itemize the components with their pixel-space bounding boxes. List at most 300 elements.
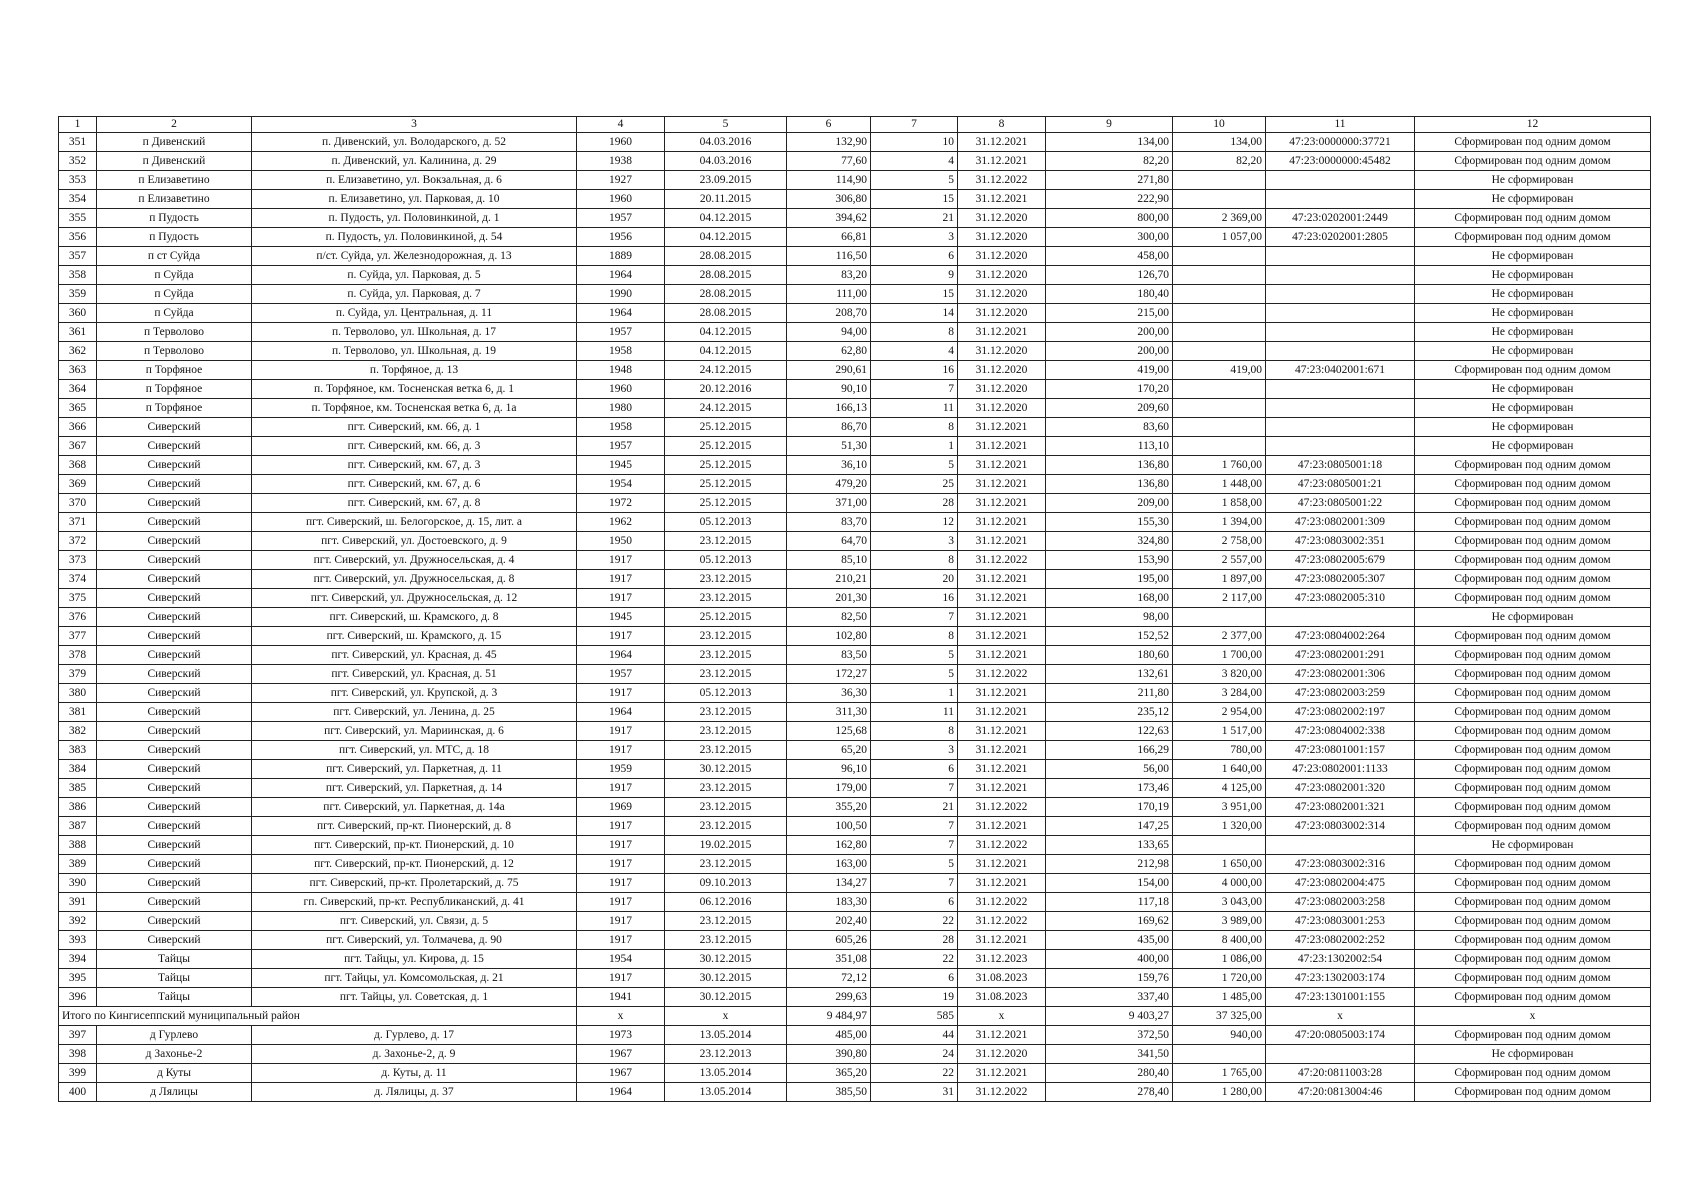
address-cell: п. Дивенский, ул. Калинина, д. 29 bbox=[252, 152, 577, 171]
area-cell: 163,00 bbox=[787, 855, 871, 874]
address-cell: пгт. Сиверский, пр-кт. Пролетарский, д. 75 bbox=[252, 874, 577, 893]
settlement-cell: Сиверский bbox=[97, 836, 252, 855]
column-number: 3 bbox=[252, 117, 577, 133]
row-number-cell: 363 bbox=[59, 361, 97, 380]
cadastral-number-cell: 47:23:0802005:679 bbox=[1266, 551, 1415, 570]
date-cell: 23.12.2015 bbox=[665, 627, 787, 646]
residents-count-cell: 11 bbox=[871, 399, 958, 418]
table-row bbox=[59, 703, 1651, 722]
year-built-cell: 1917 bbox=[577, 817, 665, 836]
date-cell: 24.12.2015 bbox=[665, 399, 787, 418]
total-cell: х bbox=[665, 1007, 787, 1026]
year-built-cell: 1957 bbox=[577, 665, 665, 684]
area-value-cell: 212,98 bbox=[1046, 855, 1173, 874]
land-status-cell: Не сформирован bbox=[1415, 399, 1651, 418]
area-cell: 179,00 bbox=[787, 779, 871, 798]
row-number-cell: 390 bbox=[59, 874, 97, 893]
residents-count-cell: 12 bbox=[871, 513, 958, 532]
area-cell: 100,50 bbox=[787, 817, 871, 836]
date-cell: 09.10.2013 bbox=[665, 874, 787, 893]
land-status-cell: Сформирован под одним домом bbox=[1415, 152, 1651, 171]
deadline-date-cell: 31.12.2021 bbox=[958, 570, 1046, 589]
date-cell: 05.12.2013 bbox=[665, 684, 787, 703]
deadline-date-cell: 31.12.2022 bbox=[958, 893, 1046, 912]
area-value-cell: 222,90 bbox=[1046, 190, 1173, 209]
address-cell: пгт. Сиверский, ул. Ленина, д. 25 bbox=[252, 703, 577, 722]
address-cell: пгт. Сиверский, км. 67, д. 8 bbox=[252, 494, 577, 513]
residents-count-cell: 8 bbox=[871, 551, 958, 570]
year-built-cell: 1945 bbox=[577, 456, 665, 475]
land-status-cell: Не сформирован bbox=[1415, 247, 1651, 266]
area-cell: 62,80 bbox=[787, 342, 871, 361]
area-value-cell: 458,00 bbox=[1046, 247, 1173, 266]
row-number-cell: 379 bbox=[59, 665, 97, 684]
settlement-cell: Сиверский bbox=[97, 418, 252, 437]
area-value-cell: 117,18 bbox=[1046, 893, 1173, 912]
column-number-row bbox=[59, 117, 1651, 133]
land-area-cell bbox=[1173, 323, 1266, 342]
table-row bbox=[59, 513, 1651, 532]
year-built-cell: 1967 bbox=[577, 1064, 665, 1083]
land-area-cell bbox=[1173, 190, 1266, 209]
row-number-cell: 361 bbox=[59, 323, 97, 342]
row-number-cell: 364 bbox=[59, 380, 97, 399]
residents-count-cell: 7 bbox=[871, 608, 958, 627]
area-cell: 90,10 bbox=[787, 380, 871, 399]
row-number-cell: 367 bbox=[59, 437, 97, 456]
row-number-cell: 353 bbox=[59, 171, 97, 190]
area-cell: 96,10 bbox=[787, 760, 871, 779]
cadastral-number-cell: 47:23:1302002:54 bbox=[1266, 950, 1415, 969]
date-cell: 24.12.2015 bbox=[665, 361, 787, 380]
area-value-cell: 435,00 bbox=[1046, 931, 1173, 950]
total-cell: 37 325,00 bbox=[1173, 1007, 1266, 1026]
land-area-cell: 2 557,00 bbox=[1173, 551, 1266, 570]
settlement-cell: п Суйда bbox=[97, 304, 252, 323]
area-cell: 83,20 bbox=[787, 266, 871, 285]
date-cell: 25.12.2015 bbox=[665, 475, 787, 494]
residents-count-cell: 6 bbox=[871, 893, 958, 912]
year-built-cell: 1964 bbox=[577, 304, 665, 323]
cadastral-number-cell: 47:23:0202001:2449 bbox=[1266, 209, 1415, 228]
deadline-date-cell: 31.12.2021 bbox=[958, 152, 1046, 171]
date-cell: 28.08.2015 bbox=[665, 304, 787, 323]
area-cell: 64,70 bbox=[787, 532, 871, 551]
row-number-cell: 355 bbox=[59, 209, 97, 228]
table-row bbox=[59, 931, 1651, 950]
date-cell: 30.12.2015 bbox=[665, 969, 787, 988]
year-built-cell: 1954 bbox=[577, 475, 665, 494]
row-number-cell: 378 bbox=[59, 646, 97, 665]
date-cell: 30.12.2015 bbox=[665, 760, 787, 779]
deadline-date-cell: 31.12.2021 bbox=[958, 456, 1046, 475]
table-row bbox=[59, 855, 1651, 874]
row-number-cell: 383 bbox=[59, 741, 97, 760]
land-area-cell: 3 951,00 bbox=[1173, 798, 1266, 817]
settlement-cell: Сиверский bbox=[97, 722, 252, 741]
land-status-cell: Не сформирован bbox=[1415, 266, 1651, 285]
year-built-cell: 1964 bbox=[577, 266, 665, 285]
settlement-cell: п Торфяное bbox=[97, 399, 252, 418]
table-row bbox=[59, 817, 1651, 836]
total-cell: х bbox=[1415, 1007, 1651, 1026]
date-cell: 13.05.2014 bbox=[665, 1026, 787, 1045]
cadastral-number-cell bbox=[1266, 342, 1415, 361]
settlement-cell: д Захонье-2 bbox=[97, 1045, 252, 1064]
area-cell: 394,62 bbox=[787, 209, 871, 228]
address-cell: пгт. Сиверский, ул. Толмачева, д. 90 bbox=[252, 931, 577, 950]
area-cell: 94,00 bbox=[787, 323, 871, 342]
cadastral-number-cell: 47:20:0811003:28 bbox=[1266, 1064, 1415, 1083]
land-status-cell: Сформирован под одним домом bbox=[1415, 513, 1651, 532]
year-built-cell: 1938 bbox=[577, 152, 665, 171]
residents-count-cell: 19 bbox=[871, 988, 958, 1007]
residents-count-cell: 3 bbox=[871, 532, 958, 551]
land-area-cell: 1 485,00 bbox=[1173, 988, 1266, 1007]
row-number-cell: 391 bbox=[59, 893, 97, 912]
deadline-date-cell: 31.12.2021 bbox=[958, 1026, 1046, 1045]
area-cell: 125,68 bbox=[787, 722, 871, 741]
residents-count-cell: 5 bbox=[871, 855, 958, 874]
cadastral-number-cell bbox=[1266, 323, 1415, 342]
land-area-cell: 4 125,00 bbox=[1173, 779, 1266, 798]
year-built-cell: 1957 bbox=[577, 437, 665, 456]
land-area-cell: 1 720,00 bbox=[1173, 969, 1266, 988]
year-built-cell: 1941 bbox=[577, 988, 665, 1007]
date-cell: 13.05.2014 bbox=[665, 1083, 787, 1102]
cadastral-number-cell: 47:23:0802001:306 bbox=[1266, 665, 1415, 684]
deadline-date-cell: 31.12.2021 bbox=[958, 323, 1046, 342]
year-built-cell: 1917 bbox=[577, 912, 665, 931]
land-status-cell: Сформирован под одним домом bbox=[1415, 551, 1651, 570]
table-row bbox=[59, 1045, 1651, 1064]
cadastral-number-cell: 47:23:0803002:316 bbox=[1266, 855, 1415, 874]
table-row bbox=[59, 551, 1651, 570]
address-cell: пгт. Сиверский, ул. Паркетная, д. 11 bbox=[252, 760, 577, 779]
total-row bbox=[59, 1007, 1651, 1026]
land-area-cell bbox=[1173, 437, 1266, 456]
address-cell: пгт. Сиверский, ул. Красная, д. 45 bbox=[252, 646, 577, 665]
land-status-cell: Сформирован под одним домом bbox=[1415, 855, 1651, 874]
area-cell: 134,27 bbox=[787, 874, 871, 893]
date-cell: 05.12.2013 bbox=[665, 513, 787, 532]
year-built-cell: 1917 bbox=[577, 741, 665, 760]
year-built-cell: 1960 bbox=[577, 133, 665, 152]
residents-count-cell: 7 bbox=[871, 836, 958, 855]
table-row bbox=[59, 209, 1651, 228]
table-row bbox=[59, 950, 1651, 969]
table-row bbox=[59, 494, 1651, 513]
residents-count-cell: 7 bbox=[871, 779, 958, 798]
land-area-cell: 1 280,00 bbox=[1173, 1083, 1266, 1102]
area-cell: 385,50 bbox=[787, 1083, 871, 1102]
land-area-cell: 1 765,00 bbox=[1173, 1064, 1266, 1083]
settlement-cell: Сиверский bbox=[97, 627, 252, 646]
area-value-cell: 278,40 bbox=[1046, 1083, 1173, 1102]
total-cell: 585 bbox=[871, 1007, 958, 1026]
table-row bbox=[59, 912, 1651, 931]
area-value-cell: 195,00 bbox=[1046, 570, 1173, 589]
area-cell: 290,61 bbox=[787, 361, 871, 380]
settlement-cell: Сиверский bbox=[97, 855, 252, 874]
year-built-cell: 1889 bbox=[577, 247, 665, 266]
cadastral-number-cell: 47:23:0802001:1133 bbox=[1266, 760, 1415, 779]
residents-count-cell: 22 bbox=[871, 950, 958, 969]
area-cell: 605,26 bbox=[787, 931, 871, 950]
residents-count-cell: 24 bbox=[871, 1045, 958, 1064]
settlement-cell: п Терволово bbox=[97, 323, 252, 342]
deadline-date-cell: 31.12.2021 bbox=[958, 646, 1046, 665]
row-number-cell: 356 bbox=[59, 228, 97, 247]
row-number-cell: 389 bbox=[59, 855, 97, 874]
area-value-cell: 209,00 bbox=[1046, 494, 1173, 513]
land-status-cell: Сформирован под одним домом bbox=[1415, 209, 1651, 228]
land-area-cell bbox=[1173, 399, 1266, 418]
row-number-cell: 382 bbox=[59, 722, 97, 741]
land-area-cell: 2 369,00 bbox=[1173, 209, 1266, 228]
row-number-cell: 386 bbox=[59, 798, 97, 817]
settlement-cell: п Торфяное bbox=[97, 380, 252, 399]
residents-count-cell: 8 bbox=[871, 722, 958, 741]
address-cell: пгт. Сиверский, ул. Паркетная, д. 14 bbox=[252, 779, 577, 798]
land-status-cell: Сформирован под одним домом bbox=[1415, 817, 1651, 836]
table-row bbox=[59, 988, 1651, 1007]
cadastral-number-cell: 47:23:0802005:307 bbox=[1266, 570, 1415, 589]
row-number-cell: 357 bbox=[59, 247, 97, 266]
settlement-cell: п Пудость bbox=[97, 228, 252, 247]
table-row bbox=[59, 798, 1651, 817]
address-cell: п/ст. Суйда, ул. Железнодорожная, д. 13 bbox=[252, 247, 577, 266]
land-area-cell bbox=[1173, 380, 1266, 399]
settlement-cell: Сиверский bbox=[97, 665, 252, 684]
deadline-date-cell: 31.12.2021 bbox=[958, 760, 1046, 779]
deadline-date-cell: 31.12.2021 bbox=[958, 779, 1046, 798]
date-cell: 25.12.2015 bbox=[665, 608, 787, 627]
area-value-cell: 169,62 bbox=[1046, 912, 1173, 931]
year-built-cell: 1917 bbox=[577, 855, 665, 874]
settlement-cell: Сиверский bbox=[97, 817, 252, 836]
date-cell: 20.11.2015 bbox=[665, 190, 787, 209]
land-area-cell bbox=[1173, 266, 1266, 285]
cadastral-number-cell: 47:23:0802001:320 bbox=[1266, 779, 1415, 798]
deadline-date-cell: 31.12.2020 bbox=[958, 380, 1046, 399]
address-cell: пгт. Сиверский, ул. Дружносельская, д. 12 bbox=[252, 589, 577, 608]
land-status-cell: Сформирован под одним домом bbox=[1415, 988, 1651, 1007]
residents-count-cell: 6 bbox=[871, 969, 958, 988]
land-status-cell: Не сформирован bbox=[1415, 380, 1651, 399]
area-value-cell: 211,80 bbox=[1046, 684, 1173, 703]
deadline-date-cell: 31.12.2020 bbox=[958, 247, 1046, 266]
deadline-date-cell: 31.12.2021 bbox=[958, 513, 1046, 532]
residents-count-cell: 1 bbox=[871, 684, 958, 703]
area-value-cell: 147,25 bbox=[1046, 817, 1173, 836]
deadline-date-cell: 31.12.2021 bbox=[958, 855, 1046, 874]
land-status-cell: Не сформирован bbox=[1415, 418, 1651, 437]
deadline-date-cell: 31.12.2023 bbox=[958, 950, 1046, 969]
table-row bbox=[59, 1083, 1651, 1102]
deadline-date-cell: 31.12.2021 bbox=[958, 741, 1046, 760]
year-built-cell: 1972 bbox=[577, 494, 665, 513]
table-row bbox=[59, 418, 1651, 437]
table-row bbox=[59, 665, 1651, 684]
deadline-date-cell: 31.12.2021 bbox=[958, 475, 1046, 494]
column-number: 11 bbox=[1266, 117, 1415, 133]
cadastral-number-cell: 47:23:0804002:338 bbox=[1266, 722, 1415, 741]
column-number: 5 bbox=[665, 117, 787, 133]
year-built-cell: 1917 bbox=[577, 627, 665, 646]
settlement-cell: Тайцы bbox=[97, 950, 252, 969]
land-status-cell: Сформирован под одним домом bbox=[1415, 703, 1651, 722]
settlement-cell: Сиверский bbox=[97, 893, 252, 912]
land-status-cell: Сформирован под одним домом bbox=[1415, 361, 1651, 380]
date-cell: 23.09.2015 bbox=[665, 171, 787, 190]
date-cell: 25.12.2015 bbox=[665, 494, 787, 513]
table-row bbox=[59, 133, 1651, 152]
settlement-cell: Сиверский bbox=[97, 703, 252, 722]
area-cell: 65,20 bbox=[787, 741, 871, 760]
land-area-cell: 419,00 bbox=[1173, 361, 1266, 380]
table-body bbox=[59, 117, 1651, 1102]
settlement-cell: п Елизаветино bbox=[97, 171, 252, 190]
cadastral-number-cell bbox=[1266, 285, 1415, 304]
area-value-cell: 170,20 bbox=[1046, 380, 1173, 399]
deadline-date-cell: 31.12.2021 bbox=[958, 684, 1046, 703]
row-number-cell: 354 bbox=[59, 190, 97, 209]
land-status-cell: Не сформирован bbox=[1415, 437, 1651, 456]
date-cell: 23.12.2015 bbox=[665, 589, 787, 608]
year-built-cell: 1960 bbox=[577, 190, 665, 209]
residents-count-cell: 22 bbox=[871, 912, 958, 931]
area-cell: 86,70 bbox=[787, 418, 871, 437]
settlement-cell: Сиверский bbox=[97, 760, 252, 779]
cadastral-number-cell: 47:23:0802001:291 bbox=[1266, 646, 1415, 665]
land-status-cell: Сформирован под одним домом bbox=[1415, 1064, 1651, 1083]
year-built-cell: 1957 bbox=[577, 323, 665, 342]
deadline-date-cell: 31.12.2021 bbox=[958, 608, 1046, 627]
row-number-cell: 359 bbox=[59, 285, 97, 304]
area-cell: 82,50 bbox=[787, 608, 871, 627]
deadline-date-cell: 31.08.2023 bbox=[958, 988, 1046, 1007]
year-built-cell: 1917 bbox=[577, 570, 665, 589]
address-cell: п. Торфяное, км. Тосненская ветка 6, д. 1 bbox=[252, 380, 577, 399]
row-number-cell: 365 bbox=[59, 399, 97, 418]
row-number-cell: 398 bbox=[59, 1045, 97, 1064]
cadastral-number-cell: 47:23:0000000:37721 bbox=[1266, 133, 1415, 152]
table-row bbox=[59, 380, 1651, 399]
year-built-cell: 1964 bbox=[577, 703, 665, 722]
deadline-date-cell: 31.12.2022 bbox=[958, 665, 1046, 684]
settlement-cell: п Суйда bbox=[97, 266, 252, 285]
land-area-cell: 2 954,00 bbox=[1173, 703, 1266, 722]
deadline-date-cell: 31.12.2022 bbox=[958, 912, 1046, 931]
land-status-cell: Сформирован под одним домом bbox=[1415, 779, 1651, 798]
address-cell: пгт. Сиверский, ш. Крамского, д. 15 bbox=[252, 627, 577, 646]
column-number: 10 bbox=[1173, 117, 1266, 133]
address-cell: пгт. Сиверский, ул. МТС, д. 18 bbox=[252, 741, 577, 760]
settlement-cell: Сиверский bbox=[97, 494, 252, 513]
settlement-cell: п Дивенский bbox=[97, 133, 252, 152]
address-cell: д. Гурлево, д. 17 bbox=[252, 1026, 577, 1045]
area-cell: 311,30 bbox=[787, 703, 871, 722]
table-row bbox=[59, 285, 1651, 304]
area-value-cell: 154,00 bbox=[1046, 874, 1173, 893]
cadastral-number-cell: 47:23:0802002:197 bbox=[1266, 703, 1415, 722]
area-cell: 365,20 bbox=[787, 1064, 871, 1083]
table-row bbox=[59, 152, 1651, 171]
cadastral-number-cell: 47:20:0805003:174 bbox=[1266, 1026, 1415, 1045]
area-cell: 201,30 bbox=[787, 589, 871, 608]
table-row bbox=[59, 627, 1651, 646]
date-cell: 30.12.2015 bbox=[665, 950, 787, 969]
cadastral-number-cell: 47:23:0802001:321 bbox=[1266, 798, 1415, 817]
date-cell: 23.12.2015 bbox=[665, 665, 787, 684]
total-cell: х bbox=[1266, 1007, 1415, 1026]
land-area-cell: 2 117,00 bbox=[1173, 589, 1266, 608]
address-cell: п. Терволово, ул. Школьная, д. 17 bbox=[252, 323, 577, 342]
address-cell: п. Суйда, ул. Парковая, д. 5 bbox=[252, 266, 577, 285]
column-number: 7 bbox=[871, 117, 958, 133]
land-status-cell: Сформирован под одним домом bbox=[1415, 798, 1651, 817]
residents-count-cell: 5 bbox=[871, 171, 958, 190]
settlement-cell: Сиверский bbox=[97, 570, 252, 589]
land-area-cell bbox=[1173, 608, 1266, 627]
settlement-cell: Сиверский bbox=[97, 513, 252, 532]
residents-count-cell: 5 bbox=[871, 646, 958, 665]
date-cell: 25.12.2015 bbox=[665, 437, 787, 456]
land-area-cell: 940,00 bbox=[1173, 1026, 1266, 1045]
area-value-cell: 136,80 bbox=[1046, 475, 1173, 494]
deadline-date-cell: 31.12.2021 bbox=[958, 133, 1046, 152]
total-cell: х bbox=[958, 1007, 1046, 1026]
land-status-cell: Сформирован под одним домом bbox=[1415, 475, 1651, 494]
settlement-cell: п Торфяное bbox=[97, 361, 252, 380]
residents-count-cell: 16 bbox=[871, 361, 958, 380]
address-cell: п. Суйда, ул. Центральная, д. 11 bbox=[252, 304, 577, 323]
cadastral-number-cell: 47:20:0813004:46 bbox=[1266, 1083, 1415, 1102]
cadastral-number-cell: 47:23:0000000:45482 bbox=[1266, 152, 1415, 171]
residents-count-cell: 21 bbox=[871, 798, 958, 817]
cadastral-number-cell: 47:23:0802004:475 bbox=[1266, 874, 1415, 893]
date-cell: 04.03.2016 bbox=[665, 152, 787, 171]
settlement-cell: Сиверский bbox=[97, 456, 252, 475]
deadline-date-cell: 31.12.2022 bbox=[958, 171, 1046, 190]
deadline-date-cell: 31.12.2021 bbox=[958, 1064, 1046, 1083]
land-area-cell bbox=[1173, 304, 1266, 323]
year-built-cell: 1917 bbox=[577, 969, 665, 988]
area-cell: 72,12 bbox=[787, 969, 871, 988]
area-cell: 66,81 bbox=[787, 228, 871, 247]
area-value-cell: 209,60 bbox=[1046, 399, 1173, 418]
total-cell: 9 484,97 bbox=[787, 1007, 871, 1026]
table-row bbox=[59, 760, 1651, 779]
date-cell: 04.12.2015 bbox=[665, 323, 787, 342]
table-row bbox=[59, 304, 1651, 323]
settlement-cell: Сиверский bbox=[97, 684, 252, 703]
residents-count-cell: 15 bbox=[871, 285, 958, 304]
area-cell: 166,13 bbox=[787, 399, 871, 418]
settlement-cell: Сиверский bbox=[97, 551, 252, 570]
row-number-cell: 358 bbox=[59, 266, 97, 285]
area-cell: 479,20 bbox=[787, 475, 871, 494]
area-value-cell: 337,40 bbox=[1046, 988, 1173, 1007]
area-value-cell: 136,80 bbox=[1046, 456, 1173, 475]
address-cell: пгт. Сиверский, пр-кт. Пионерский, д. 12 bbox=[252, 855, 577, 874]
column-number: 1 bbox=[59, 117, 97, 133]
land-area-cell: 1 394,00 bbox=[1173, 513, 1266, 532]
area-value-cell: 419,00 bbox=[1046, 361, 1173, 380]
table-row bbox=[59, 684, 1651, 703]
table-row bbox=[59, 570, 1651, 589]
